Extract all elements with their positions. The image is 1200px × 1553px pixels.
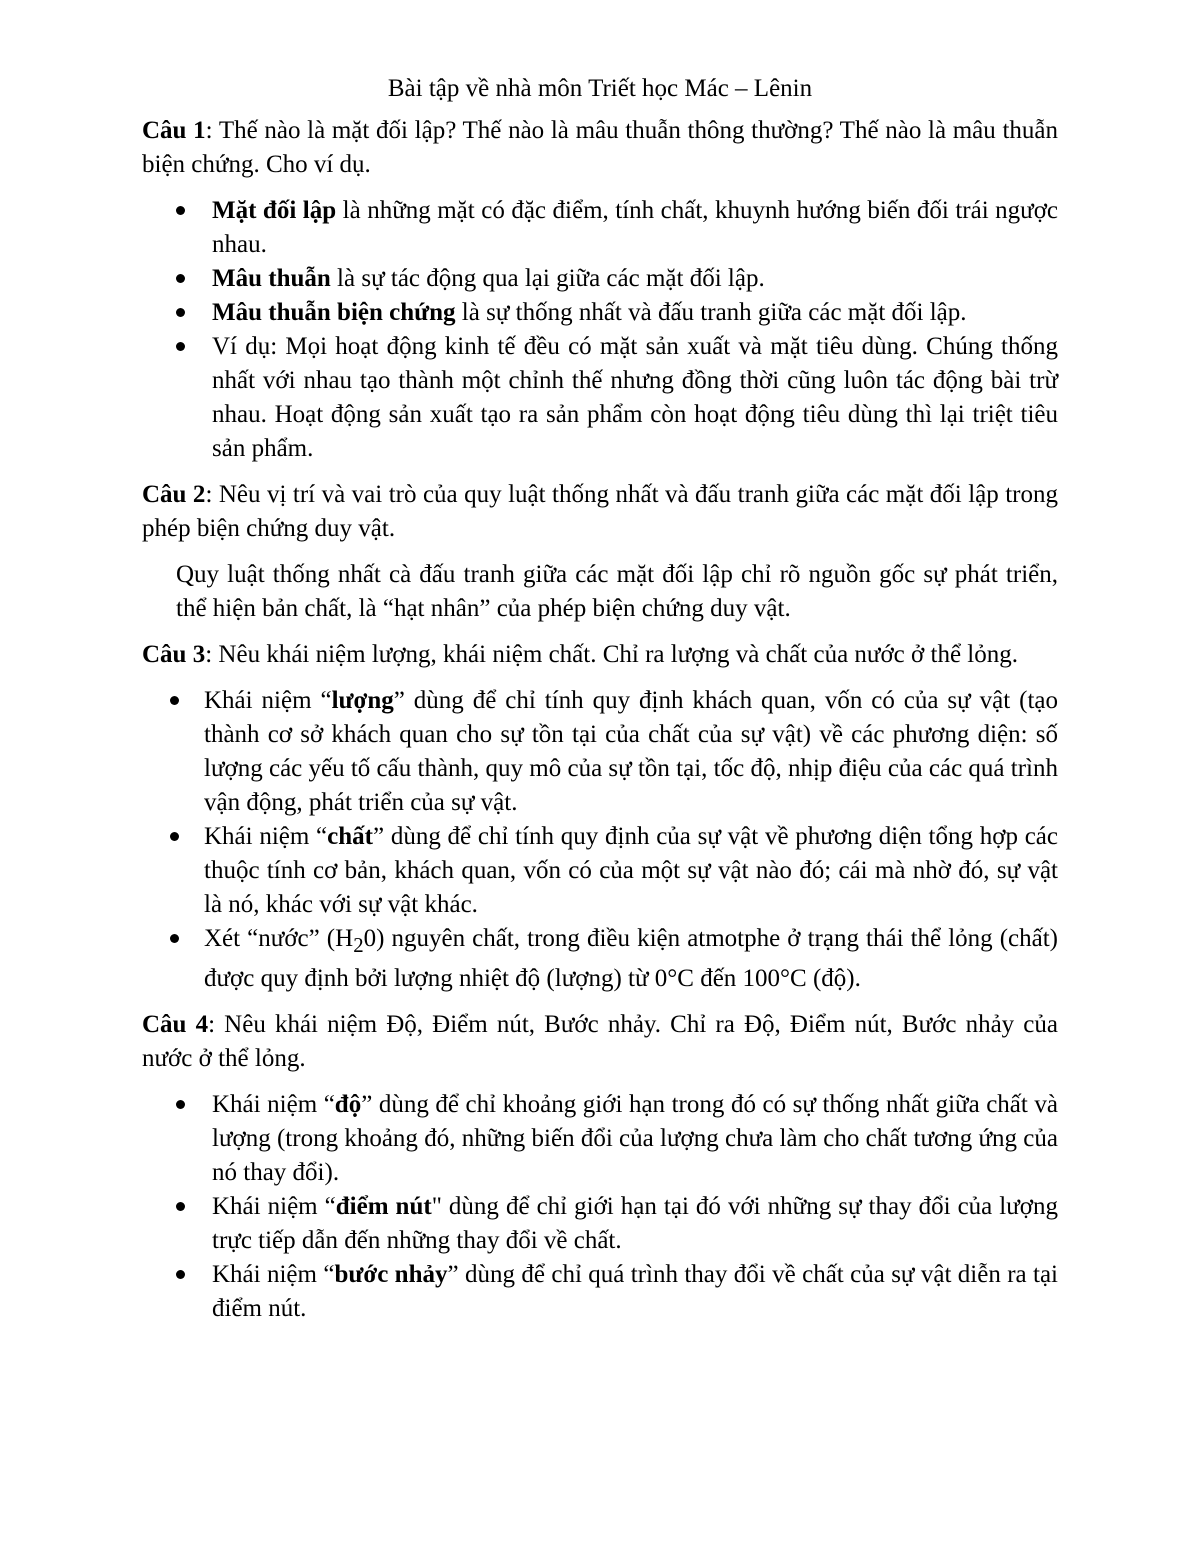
list-item: Khái niệm “lượng” dùng để chỉ tính quy định khách quan, vốn có của sự vật (tạo thành cơ sở khách quan cho sự tồn tại của chất của sự vật) về các phương diện: số lượng các yếu tố cấu thành, quy mô của sự tồn tại, tốc độ, nhịp điệu của các quá trình vận động, phát triển của sự vật. xyxy=(142,684,1058,820)
page-title: Bài tập về nhà môn Triết học Mác – Lênin xyxy=(387,75,813,102)
question-3-text: : Nêu khái niệm lượng, khái niệm chất. Chỉ ra lượng và chất của nước ở thể lỏng. xyxy=(205,641,1018,668)
list-item: Mâu thuẫn biện chứng là sự thống nhất và đấu tranh giữa các mặt đối lập. xyxy=(142,296,1058,330)
question-4-label: Câu 4 xyxy=(142,1011,209,1038)
list-item: Khái niệm “điểm nút" dùng để chỉ giới hạn tại đó với những sự thay đổi của lượng trực tiếp dẫn đến những thay đổi về chất. xyxy=(142,1190,1058,1258)
question-4-answers xyxy=(142,1088,1058,1326)
list-item: Mâu thuẫn là sự tác động qua lại giữa các mặt đối lập. xyxy=(142,262,1058,296)
bullet-icon xyxy=(176,1270,185,1279)
bullet-icon xyxy=(176,342,185,351)
bullet-icon xyxy=(176,206,185,215)
question-1-text: : Thế nào là mặt đối lập? Thế nào là mâu thuẫn thông thường? Thế nào là mâu thuẫn biện chứng. Cho ví dụ. xyxy=(142,117,1058,178)
question-2 xyxy=(142,478,1058,546)
bullet-icon xyxy=(176,1100,185,1109)
list-item: Mặt đối lập là những mặt có đặc điểm, tính chất, khuynh hướng biến đối trái ngược nhau. xyxy=(142,194,1058,262)
question-3 xyxy=(142,638,1058,672)
bullet-icon xyxy=(170,934,179,943)
bullet-icon xyxy=(170,832,179,841)
question-2-label: Câu 2 xyxy=(142,481,206,508)
bullet-icon xyxy=(176,274,185,283)
list-item: Khái niệm “độ” dùng để chỉ khoảng giới hạn trong đó có sự thống nhất giữa chất và lượng (trong khoảng đó, những biến đổi của lượng chưa làm cho chất tương ứng của nó thay đổi). xyxy=(142,1088,1058,1190)
question-2-text: : Nêu vị trí và vai trò của quy luật thống nhất và đấu tranh giữa các mặt đối lập trong phép biện chứng duy vật. xyxy=(142,481,1058,542)
list-item: Ví dụ: Mọi hoạt động kinh tế đều có mặt sản xuất và mặt tiêu dùng. Chúng thống nhất với nhau tạo thành một chỉnh thế nhưng đồng thời cũng luôn tác động bài trừ nhau. Hoạt động sản xuất tạo ra sản phẩm còn hoạt động tiêu dùng thì lại triệt tiêu sản phẩm. xyxy=(142,330,1058,466)
question-3-label: Câu 3 xyxy=(142,641,206,668)
list-item: Khái niệm “chất” dùng để chỉ tính quy định của sự vật về phương diện tổng hợp các thuộc tính cơ bản, khách quan, vốn có của một sự vật nào đó; cái mà nhờ đó, sự vật là nó, khác với sự vật khác. xyxy=(142,820,1058,922)
list-item: Khái niệm “bước nhảy” dùng để chỉ quá trình thay đổi về chất của sự vật diễn ra tại điểm nút. xyxy=(142,1258,1058,1326)
list-item: Xét “nước” $(H_20)$ nguyên chất, trong điều kiện atmotphe ở trạng thái thể lỏng (chất) được quy định bởi lượng nhiệt độ (lượng) từ 0°C đến 100°C (độ). xyxy=(142,922,1058,996)
bullet-icon xyxy=(170,696,179,705)
question-1-answers xyxy=(142,194,1058,466)
question-1-label: Câu 1 xyxy=(142,117,206,144)
bullet-icon xyxy=(176,1202,185,1211)
question-1 xyxy=(142,114,1058,182)
question-4-text: : Nêu khái niệm Độ, Điểm nút, Bước nhảy. Chỉ ra Độ, Điểm nút, Bước nhảy của nước ở thể lỏng. xyxy=(142,1011,1058,1072)
bullet-icon xyxy=(176,308,185,317)
question-2-answer: Quy luật thống nhất cà đấu tranh giữa các mặt đối lập chỉ rõ nguồn gốc sự phát triển, thể hiện bản chất, là “hạt nhân” của phép biện chứng duy vật. xyxy=(176,561,1058,622)
question-3-answers xyxy=(142,684,1058,996)
question-4 xyxy=(142,1008,1058,1076)
